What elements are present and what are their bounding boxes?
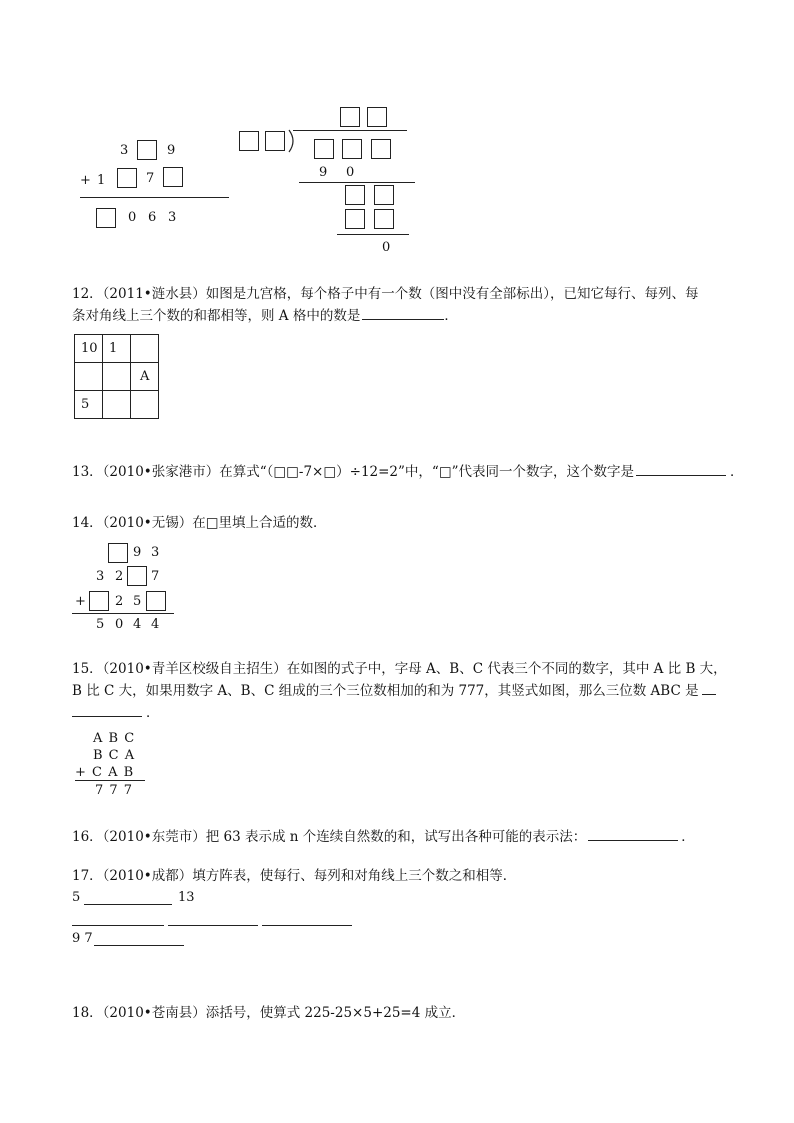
problem12-end: ．	[444, 308, 458, 324]
p14-row2-digit-3: 3	[96, 569, 105, 584]
p17-r3c3-blank[interactable]	[94, 945, 184, 946]
problem15-line1: 15．（2010•青羊区校级自主招生）在如图的式子中，字母 A、B、C 代表三个不同的数字，其中 A 比 B 大，	[72, 661, 727, 677]
sub2-box-1[interactable]	[345, 209, 365, 229]
add-row2-box-b[interactable]	[163, 167, 183, 187]
grid-cell-r2c2	[103, 363, 131, 391]
p14-row1-digit-3: 3	[151, 545, 160, 560]
problem13-end: ．	[729, 464, 744, 480]
grid-cell-r1c2: 1	[103, 335, 131, 363]
p15-row3: + C A B	[75, 765, 135, 780]
add-result-digit-3: 3	[168, 210, 177, 225]
p14-row3-box-b[interactable]	[146, 591, 166, 611]
p15-row2: B C A	[93, 748, 136, 763]
add-row2-digit-7: 7	[146, 171, 155, 186]
grid-cell-r1c1: 10	[75, 335, 103, 363]
grid-cell-r2c3: A	[131, 363, 159, 391]
rem1-box-1[interactable]	[345, 185, 365, 205]
add-row1-digit-9: 9	[167, 143, 176, 158]
p14-row1-digit-9: 9	[133, 545, 142, 560]
problem15-answer-blank-a[interactable]	[702, 680, 716, 695]
division-line-1	[299, 182, 415, 183]
problem13-text: 13．（2010•张家港市）在算式“（□□-7×□）÷12=2”中，“□”代表同一个数字，这个数字是	[72, 464, 634, 480]
p14-result-digit-5: 5	[96, 617, 105, 632]
p17-row1-left: 5	[72, 890, 81, 905]
problem16-answer-blank[interactable]	[588, 826, 678, 841]
problem18-text: 18．（2010•苍南县）添括号，使算式 225-25×5+25=4 成立．	[72, 1005, 466, 1021]
p14-row3-box-a[interactable]	[89, 591, 109, 611]
add-result-digit-6: 6	[148, 210, 157, 225]
problem14-text: 14．（2010•无锡）在□里填上合适的数．	[72, 515, 327, 531]
add-sum-line	[80, 197, 229, 198]
dividend-box-1[interactable]	[314, 139, 334, 159]
problem17-text: 17．（2010•成都）填方阵表，使每行、每列和对角线上三个数之和相等．	[72, 868, 517, 884]
quotient-box-2[interactable]	[367, 107, 387, 127]
grid-cell-r2c1	[75, 363, 103, 391]
problem12-line2	[72, 305, 458, 327]
p14-plus-sign: +	[75, 594, 86, 609]
p17-r2c3-blank[interactable]	[262, 925, 352, 926]
p14-row2-digit-7: 7	[151, 569, 160, 584]
p14-result-digit-0: 0	[115, 617, 124, 632]
p14-row2-digit-2: 2	[115, 569, 124, 584]
problem16-line	[72, 826, 695, 848]
nine-square-grid	[74, 334, 159, 419]
grid-cell-r3c2	[103, 391, 131, 419]
p14-result-digit-4b: 4	[151, 617, 160, 632]
p17-r2c2-blank[interactable]	[168, 925, 258, 926]
sub1-digit-0: 0	[346, 165, 355, 180]
problem13-line	[72, 461, 743, 483]
sub2-box-2[interactable]	[374, 209, 394, 229]
problem16-end: ．	[681, 829, 695, 845]
grid-cell-r3c3	[131, 391, 159, 419]
add-row1-digit-3: 3	[120, 143, 129, 158]
p15-sum-line	[75, 780, 145, 781]
p15-row1: A B C	[93, 731, 136, 746]
problem15-line3	[72, 702, 160, 724]
problem15-end: ．	[146, 705, 160, 721]
p14-sum-line	[72, 613, 174, 614]
grid-cell-r1c3	[131, 335, 159, 363]
problem15-answer-blank-b[interactable]	[72, 702, 142, 717]
add-row2-box-a[interactable]	[117, 168, 137, 188]
p15-result: 7 7 7	[95, 783, 134, 798]
dividend-box-2[interactable]	[342, 139, 362, 159]
division-bracket	[286, 128, 300, 154]
quotient-box-1[interactable]	[340, 107, 360, 127]
divisor-box-1[interactable]	[239, 131, 259, 151]
p17-row3-left: 9 7	[72, 931, 93, 946]
p14-row3-digit-2: 2	[115, 594, 124, 609]
rem1-box-2[interactable]	[374, 185, 394, 205]
problem12-line1: 12．（2011•涟水县）如图是九宫格，每个格子中有一个数（图中没有全部标出），已知它每行、每列、每	[72, 286, 699, 302]
problem12-line2-text: 条对角线上三个数的和都相等，则 A 格中的数是	[72, 308, 361, 324]
dividend-box-3[interactable]	[371, 139, 391, 159]
p14-row2-box[interactable]	[127, 566, 147, 586]
add-result-digit-0: 0	[128, 210, 137, 225]
p17-r2c1-blank[interactable]	[72, 925, 164, 926]
problem16-text: 16．（2010•东莞市）把 63 表示成 n 个连续自然数的和，试写出各种可能的表示法：	[72, 829, 587, 845]
p17-row1-right: 13	[178, 890, 195, 905]
add-row2-digit-1: 1	[97, 173, 106, 188]
division-line-2	[337, 234, 409, 235]
add-result-box[interactable]	[96, 208, 116, 228]
problem15-line2-text: B 比 C 大，如果用数字 A、B、C 组成的三个三位数相加的和为 777，其竖式如图，那么三位数 ABC 是	[72, 683, 699, 699]
problem12-answer-blank[interactable]	[362, 305, 444, 320]
division-remainder: 0	[382, 240, 391, 255]
p14-row3-digit-5: 5	[133, 594, 142, 609]
division-bar	[293, 130, 407, 131]
add-row1-box[interactable]	[137, 140, 157, 160]
add-plus-sign: +	[80, 173, 91, 188]
problem15-line2	[72, 680, 716, 702]
p14-row1-box[interactable]	[108, 543, 128, 563]
divisor-box-2[interactable]	[265, 131, 285, 151]
problem13-answer-blank[interactable]	[636, 461, 726, 476]
p17-r1c2-blank[interactable]	[84, 904, 172, 905]
p14-result-digit-4a: 4	[133, 617, 142, 632]
sub1-digit-9: 9	[319, 165, 328, 180]
grid-cell-r3c1: 5	[75, 391, 103, 419]
